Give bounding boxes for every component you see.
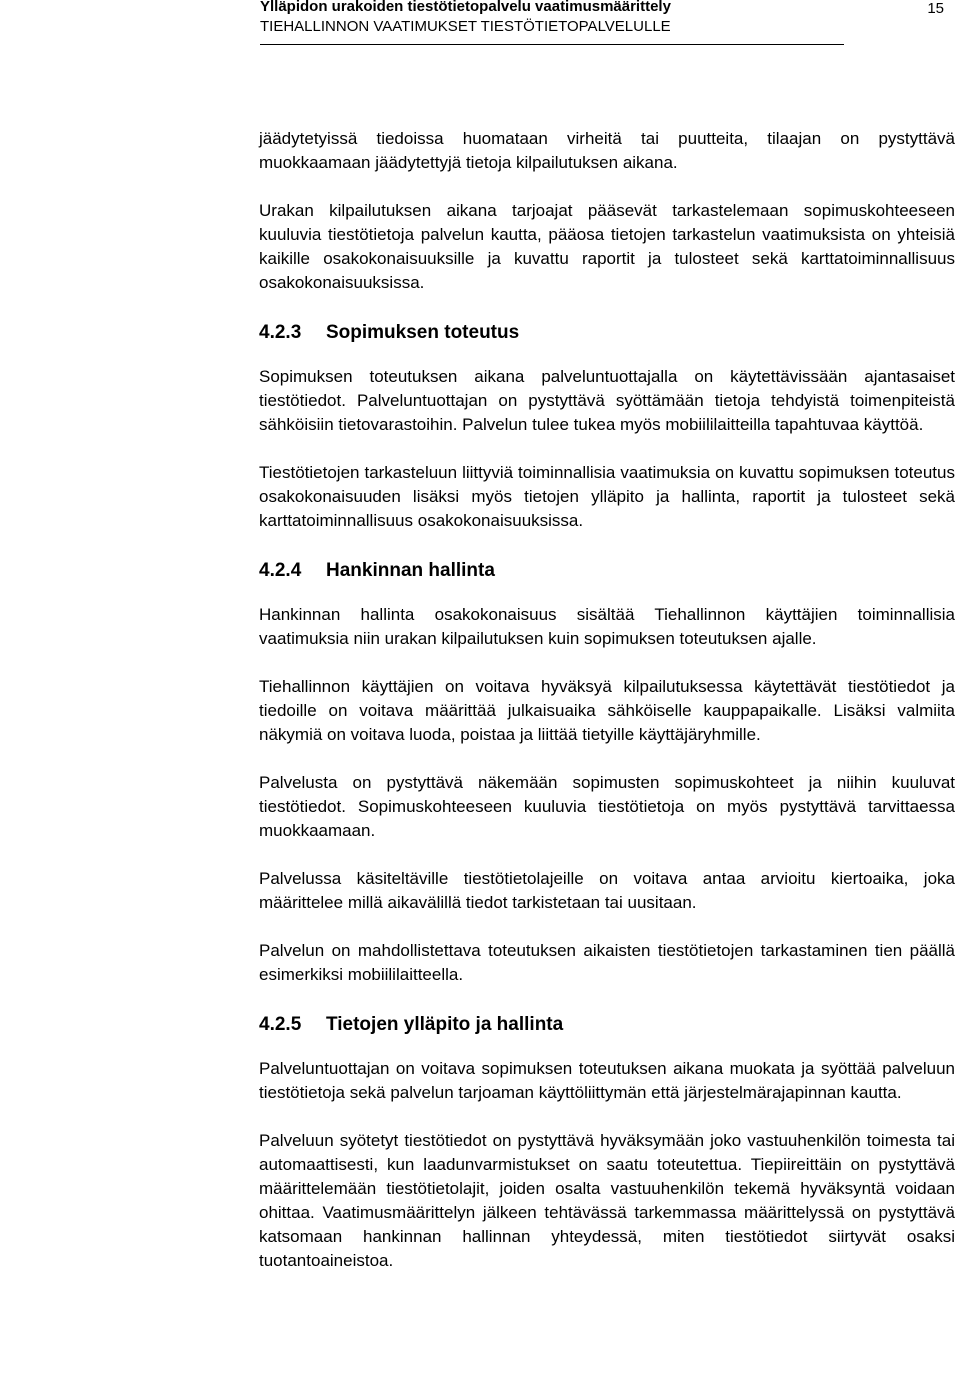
- section-number: 4.2.3: [259, 322, 302, 343]
- section-number: 4.2.5: [259, 1014, 302, 1035]
- section-title: Sopimuksen toteutus: [326, 322, 520, 343]
- document-title: Ylläpidon urakoiden tiestötietopalvelu vaatimusmäärittely: [260, 0, 671, 15]
- paragraph: jäädytetyissä tiedoissa huomataan virheitä tai puutteita, tilaajan on pystyttävä muokkaamaan jäädytettyjä tietoja kilpailutuksen aikana.: [259, 129, 955, 172]
- paragraph: Palveluntuottajan on voitava sopimuksen toteutuksen aikana muokata ja syöttää palveluun tiestötietoja sekä palvelun tarjoaman käyttöliittymän että järjestelmärajapinnan kautta.: [259, 1059, 955, 1102]
- paragraph: Hankinnan hallinta osakokonaisuus sisältää Tiehallinnon käyttäjien toiminnallisia vaatimuksia niin urakan kilpailutuksen kuin sopimuksen toteutuksen ajalle.: [259, 605, 955, 648]
- section-heading: [259, 557, 955, 585]
- paragraph: Palveluun syötetyt tiestötiedot on pystyttävä hyväksymään joko vastuuhenkilön toimesta tai automaattisesti, kun laadunvarmistukset on saatu toteutettua. Tiepiireittäin on pystyttävä määrittelemään tiestötietolajit, joiden osalta vastuuhenkilön tekemä hyväksyntä voidaan ohittaa. Vaatimusmäärittelyn jälkeen tehtävässä tarkemmassa määrittelyssä on pystyttävä katsomaan hankinnan hallinnan yhteydessä, miten tiestötiedot siirtyvät osaksi tuotantoaineistoa.: [259, 1131, 955, 1270]
- paragraph: Palvelun on mahdollistettava toteutuksen aikaisten tiestötietojen tarkastaminen tien päällä esimerkiksi mobiililaitteella.: [259, 941, 955, 984]
- section-heading: [259, 319, 955, 347]
- paragraph: Palvelussa käsiteltäville tiestötietolajeille on voitava antaa arvioitu kiertoaika, joka määrittelee millä aikavälillä tiedot tarkistetaan tai uusitaan.: [259, 869, 955, 912]
- page-header: [260, 0, 960, 44]
- paragraph: Urakan kilpailutuksen aikana tarjoajat pääsevät tarkastelemaan sopimuskohteeseen kuuluvia tiestötietoja palvelun kautta, pääosa tietojen tarkastelun vaatimuksista on yhteisiä kaikille osakokonaisuuksille ja kuvattu raportit ja tulosteet sekä karttatoiminnallisuus osakokonaisuuksissa.: [259, 201, 955, 292]
- paragraph: Tiestötietojen tarkasteluun liittyviä toiminnallisia vaatimuksia on kuvattu sopimuksen toteutus osakokonaisuuden lisäksi myös tietojen ylläpito ja hallinta, raportit ja tulosteet sekä karttatoiminnallisuus osakokonaisuuksissa.: [259, 463, 955, 530]
- section-title: Tietojen ylläpito ja hallinta: [326, 1014, 564, 1035]
- section-title: Hankinnan hallinta: [326, 560, 495, 581]
- document-body: [259, 127, 955, 1297]
- section-number: 4.2.4: [259, 560, 302, 581]
- paragraph: Sopimuksen toteutuksen aikana palveluntuottajalla on käytettävissään ajantasaiset tiestötiedot. Palveluntuottajan on pystyttävä syöttämään tietoja tehdyistä toimenpiteistä sähköisiin tietovarastoihin. Palvelun tulee tukea myös mobiililaitteilla tapahtuvaa käyttöä.: [259, 367, 955, 434]
- page-number: 15: [927, 0, 944, 17]
- header-divider: [260, 44, 844, 45]
- document-subtitle: TIEHALLINNON VAATIMUKSET TIESTÖTIETOPALVELULLE: [260, 18, 671, 35]
- paragraph: Tiehallinnon käyttäjien on voitava hyväksyä kilpailutuksessa käytettävät tiestötiedot ja tiedoille on voitava määrittää julkaisuaika sähköiselle kauppapaikalle. Lisäksi valmiita näkymiä on voitava luoda, poistaa ja liittää tietyille käyttäjäryhmille.: [259, 677, 955, 744]
- paragraph: Palvelusta on pystyttävä näkemään sopimusten sopimuskohteet ja niihin kuuluvat tiestötiedot. Sopimuskohteeseen kuuluvia tiestötietoja on myös pystyttävä tarvittaessa muokkaamaan.: [259, 773, 955, 840]
- section-heading: [259, 1011, 955, 1039]
